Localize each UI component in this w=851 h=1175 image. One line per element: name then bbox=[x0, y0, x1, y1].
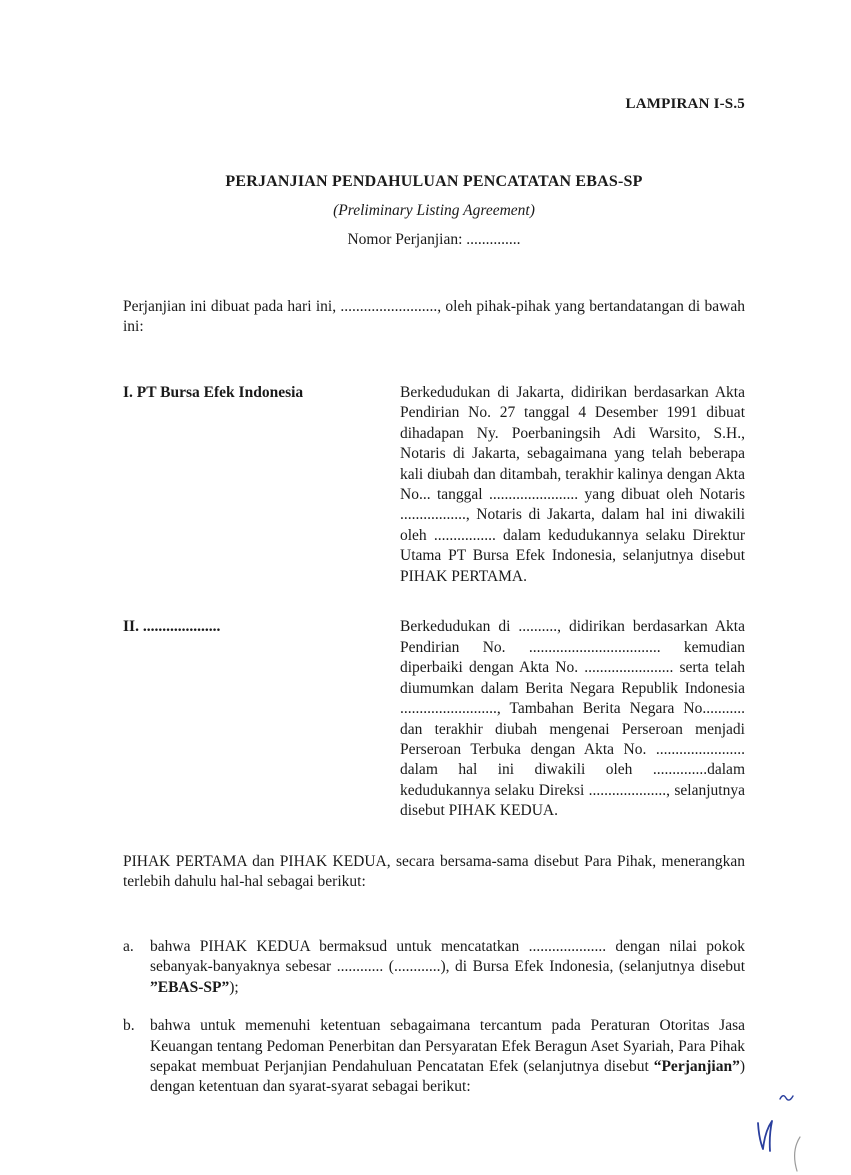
document-subtitle: (Preliminary Listing Agreement) bbox=[333, 201, 535, 219]
party-first-description: Berkedudukan di Jakarta, didirikan berdasarkan Akta Pendirian No. 27 tanggal 4 Desember 1991 dibuat dihadapan Ny. Poerbaningsih Adi Warsito, S.H., Notaris di Jakarta, sebagaimana yang telah beberapa kali diubah dan ditambah, terakhir kalinya dengan Akta No... tanggal ....................... yang dibuat oleh Notaris ................., Notaris di Jakarta, dalam hal ini diwakili oleh ................ dalam kedudukannya selaku Direktur Utama PT Bursa Efek Indonesia, selanjutnya disebut PIHAK PERTAMA. bbox=[400, 383, 745, 585]
recital-item-a-text: bahwa PIHAK KEDUA bermaksud untuk mencatatkan .................... dengan nilai pokok sebanyak-banyaknya sebesar ............ (............), di Bursa Efek Indonesia, (selanjutnya disebut ”EBAS-SP”); bbox=[150, 937, 745, 996]
lampiran-label: LAMPIRAN I-S.5 bbox=[625, 96, 745, 112]
recital-item-a bbox=[123, 937, 745, 998]
recital-items bbox=[123, 937, 745, 1098]
party-section-first bbox=[123, 383, 745, 588]
intro-paragraph: Perjanjian ini dibuat pada hari ini, ........................., oleh pihak-pihak yang bertandatangan di bawah ini: bbox=[123, 297, 745, 336]
document-title: PERJANJIAN PENDAHULUAN PENCATATAN EBAS-SP bbox=[225, 172, 643, 190]
parties-section bbox=[123, 383, 745, 822]
title-block bbox=[123, 171, 745, 251]
recital-intro-paragraph: PIHAK PERTAMA dan PIHAK KEDUA, secara bersama-sama disebut Para Pihak, menerangkan terlebih dahulu hal-hal sebagai berikut: bbox=[123, 852, 745, 891]
recital-item-a-marker: a. bbox=[123, 937, 134, 955]
recital-item-b bbox=[123, 1016, 745, 1098]
party-second-label: II. .................... bbox=[123, 618, 221, 636]
agreement-number: Nomor Perjanjian: .............. bbox=[347, 231, 521, 249]
recital-item-b-text: bahwa untuk memenuhi ketentuan sebagaimana tercantum pada Peraturan Otoritas Jasa Keuangan tentang Pedoman Penerbitan dan Persyaratan Efek Beragun Aset Syariah, Para Pihak sepakat membuat Perjanjian Pendahuluan Pencatatan Efek (selanjutnya disebut “Perjanjian”) dengan ketentuan dan syarat-syarat sebagai berikut: bbox=[150, 1017, 745, 1096]
party-section-second bbox=[123, 617, 745, 822]
party-first-label: I. PT Bursa Efek Indonesia bbox=[123, 383, 304, 401]
recital-item-b-marker: b. bbox=[123, 1017, 135, 1035]
handwritten-initials-mark bbox=[728, 1085, 823, 1175]
party-second-description: Berkedudukan di .........., didirikan berdasarkan Akta Pendirian No. .................................. kemudian diperbaiki dengan Akta No. ....................... serta telah diumumkan dalam Berita Negara Republik Indonesia ........................., Tambahan Berita Negara No........... dan terakhir diubah mengenai Perseroan menjadi Perseroan Terbuka dengan Akta No. ....................... dalam hal ini diwakili oleh ..............dalam kedudukannya selaku Direksi ...................., selanjutnya disebut PIHAK KEDUA. bbox=[400, 618, 745, 820]
